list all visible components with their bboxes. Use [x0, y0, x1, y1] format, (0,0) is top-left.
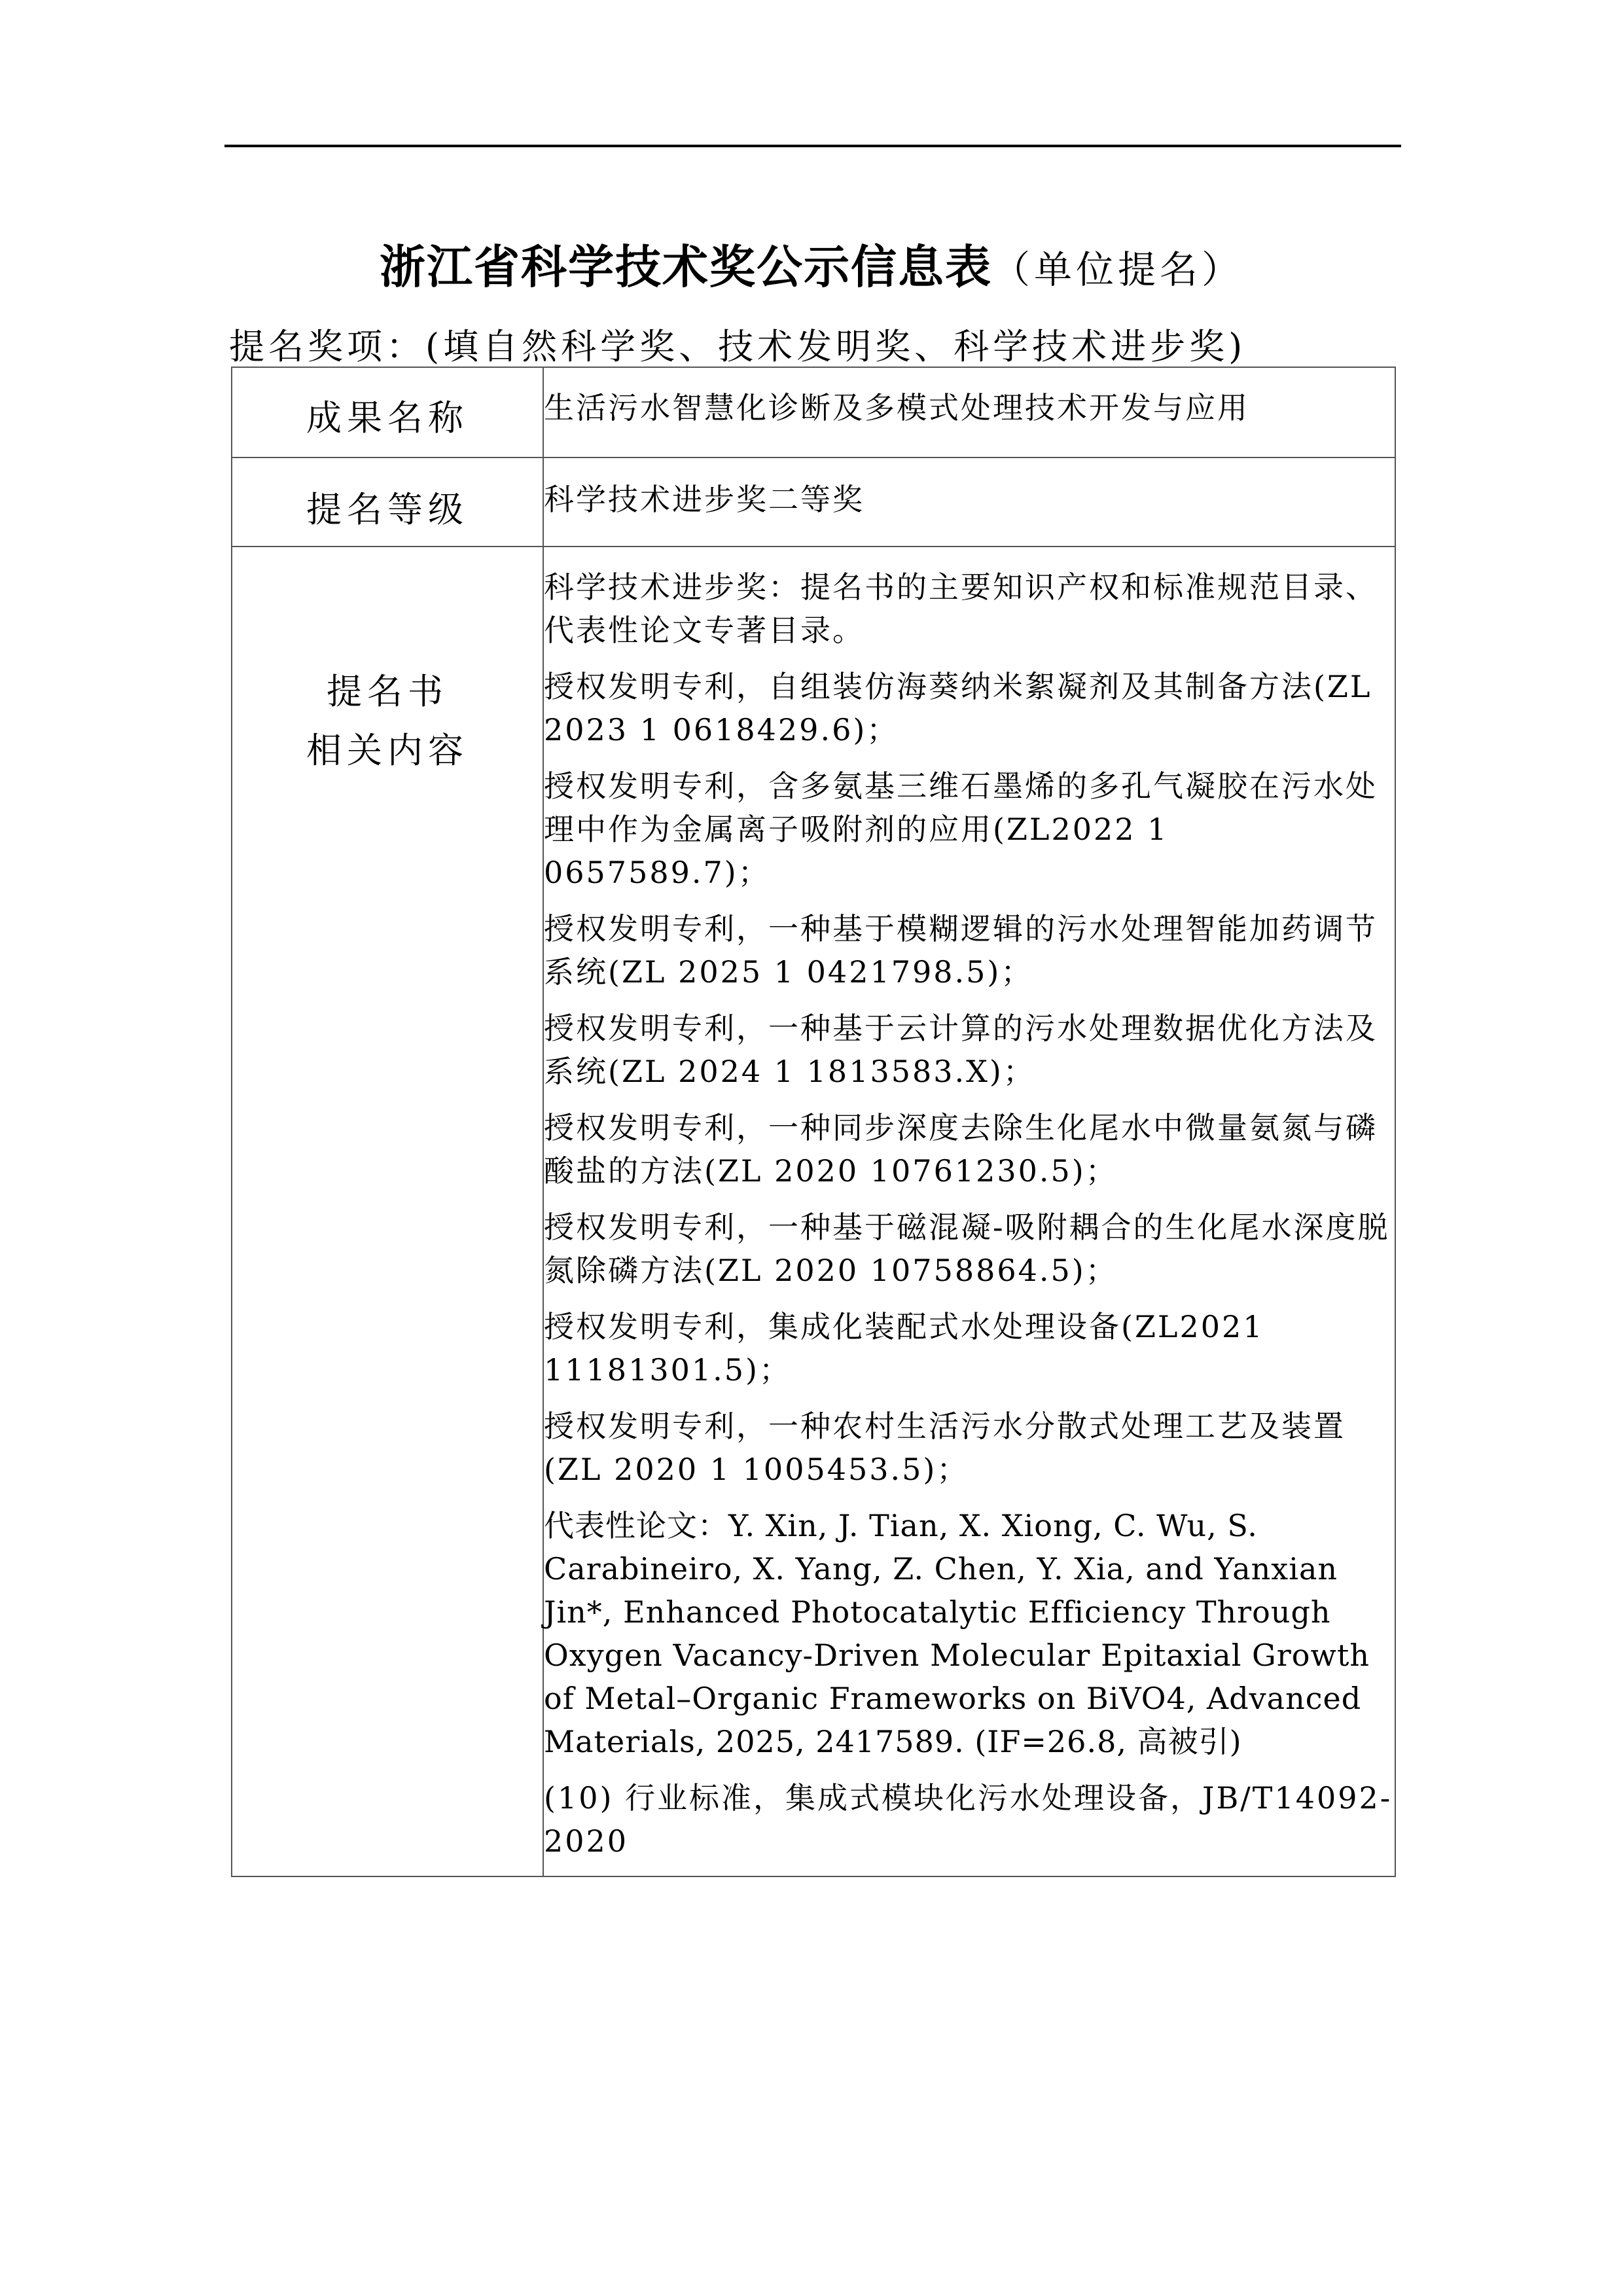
content-item: 科学技术进步奖：提名书的主要知识产权和标准规范目录、代表性论文专著目录。 — [544, 569, 1378, 648]
page-title — [0, 230, 1623, 296]
achievement-name-label-cell — [232, 367, 543, 457]
content-item: 授权发明专利，含多氨基三维石墨烯的多孔气凝胶在污水处理中作为金属离子吸附剂的应用(ZL2022 1 0657589.7)； — [544, 768, 1378, 890]
content-item: 授权发明专利，一种基于云计算的污水处理数据优化方法及系统(ZL 2024 1 1813583.X)； — [544, 1011, 1378, 1089]
title-main: 浙江省科学技术奖公示信息表 — [379, 240, 992, 294]
table-row-achievement-name — [232, 367, 1395, 457]
header-rule — [224, 145, 1401, 147]
related-content-list — [543, 547, 1395, 1876]
related-content-label-line2: 相关内容 — [306, 730, 469, 771]
content-item: 授权发明专利，一种基于模糊逻辑的污水处理智能加药调节系统(ZL 2025 1 0421798.5)； — [544, 911, 1378, 990]
achievement-name-value: 生活污水智慧化诊断及多模式处理技术开发与应用 — [543, 367, 1395, 457]
content-item: 授权发明专利，集成化装配式水处理设备(ZL2021 11181301.5)； — [544, 1309, 1264, 1388]
content-item: 授权发明专利，一种同步深度去除生化尾水中微量氨氮与磷酸盐的方法(ZL 2020 10761230.5)； — [544, 1110, 1378, 1189]
info-table — [231, 367, 1396, 1877]
content-item: 授权发明专利，一种基于磁混凝-吸附耦合的生化尾水深度脱氮除磷方法(ZL 2020 10758864.5)； — [544, 1210, 1390, 1288]
related-content-label-cell — [232, 547, 543, 1876]
content-item-paper: 代表性论文：Y. Xin, J. Tian, X. Xiong, C. Wu, S. Carabineiro, X. Yang, Z. Chen, Y. Xia, and Yanxian Jin*, Enhanced Photocatalytic Efficiency Through Oxygen Vacancy-Driven Molecular Epitaxial Growth of Metal–Organic Frameworks on BiVO4, Advanced Materials, 2025, 2417589. (IF=26.8, 高被引) — [544, 1508, 1370, 1759]
nomination-level-label-cell — [232, 457, 543, 547]
nomination-level-label: 提名等级 — [306, 489, 469, 530]
table-row-nomination-level — [232, 457, 1395, 547]
nomination-level-value: 科学技术进步奖二等奖 — [543, 457, 1395, 547]
related-content-label-line1: 提名书 — [327, 671, 448, 712]
content-item-standard: (10) 行业标准，集成式模块化污水处理设备，JB/T14092-2020 — [544, 1780, 1393, 1859]
content-item: 授权发明专利，自组装仿海葵纳米絮凝剂及其制备方法(ZL 2023 1 0618429.6)； — [544, 669, 1372, 747]
nomination-instruction: 提名奖项：(填自然科学奖、技术发明奖、科学技术进步奖) — [229, 326, 1247, 367]
table-row-related-content — [232, 547, 1395, 1876]
title-suffix: （单位提名） — [991, 247, 1243, 292]
achievement-name-label: 成果名称 — [306, 397, 469, 439]
content-item: 授权发明专利，一种农村生活污水分散式处理工艺及装置(ZL 2020 1 1005453.5)； — [544, 1408, 1346, 1487]
